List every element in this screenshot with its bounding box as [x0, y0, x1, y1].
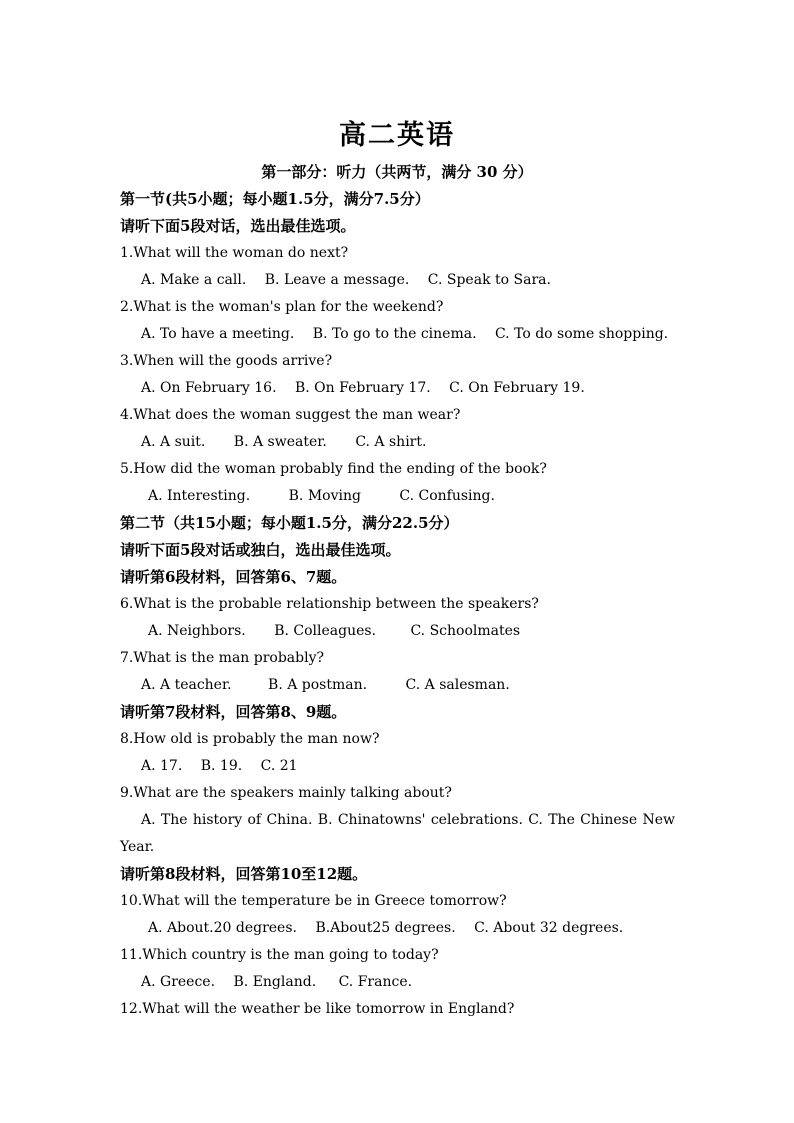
question-1: 1.What will the woman do next? [120, 245, 349, 261]
option-c: C. On February 19. [449, 380, 585, 396]
option-c: C. A salesman. [405, 677, 510, 693]
material-6-instruction: 请听第6段材料，回答第6、7题。 [120, 568, 347, 586]
question-11: 11.Which country is the man going to today? [120, 947, 439, 963]
section2-heading: 第二节（共15小题；每小题1.5分，满分22.5分） [120, 514, 459, 532]
material-7-instruction: 请听第7段材料，回答第8、9题。 [120, 703, 347, 721]
page-title: 高二英语 [339, 120, 455, 151]
question-9: 9.What are the speakers mainly talking about? [120, 785, 452, 801]
question-7: 7.What is the man probably? [120, 650, 325, 666]
option-b: B. 19. [200, 758, 243, 774]
option-c: C. Speak to Sara. [427, 272, 551, 288]
option-c: C. Schoolmates [410, 623, 521, 639]
question-10: 10.What will the temperature be in Greece tomorrow? [120, 893, 507, 909]
question-3-options [141, 377, 599, 399]
option-a: A. About.20 degrees. [148, 920, 297, 936]
option-a: A. 17. [141, 758, 183, 774]
question-5-options [148, 485, 509, 507]
option-c: C. About 32 degrees. [474, 920, 624, 936]
question-8: 8.How old is probably the man now? [120, 731, 380, 747]
option-c: C. 21 [260, 758, 298, 774]
question-1-options [141, 269, 565, 291]
option-a: A. Interesting. [148, 488, 251, 504]
question-6: 6.What is the probable relationship between the speakers? [120, 596, 539, 612]
question-3: 3.When will the goods arrive? [120, 353, 333, 369]
option-b: B. Colleagues. [274, 623, 377, 639]
option-c: C. France. [338, 974, 413, 990]
section1-heading: 第一节(共5小题；每小题1.5分，满分7.5分） [120, 190, 430, 208]
section2-instruction: 请听下面5段对话或独白，选出最佳选项。 [120, 541, 401, 559]
option-b: B. On February 17. [294, 380, 431, 396]
option-b: B. Moving [288, 488, 361, 504]
question-8-options [141, 755, 312, 777]
question-6-options [148, 620, 534, 642]
question-11-options [141, 971, 426, 993]
question-9-options-continued: Year. [120, 839, 155, 855]
option-c: C. Confusing. [399, 488, 495, 504]
option-a: A. A teacher. [141, 677, 232, 693]
option-a: A. Neighbors. [148, 623, 246, 639]
option-b: B. To go to the cinema. [312, 326, 477, 342]
option-c: C. A shirt. [355, 434, 427, 450]
question-4: 4.What does the woman suggest the man wear? [120, 407, 461, 423]
question-2-options [141, 323, 682, 345]
section1-instruction: 请听下面5段对话，选出最佳选项。 [120, 217, 356, 235]
option-a: A. Greece. [141, 974, 216, 990]
question-2: 2.What is the woman's plan for the weekend? [120, 299, 444, 315]
question-5: 5.How did the woman probably find the ending of the book? [120, 461, 547, 477]
question-12: 12.What will the weather be like tomorrow in England? [120, 1001, 515, 1017]
option-b: B. England. [233, 974, 317, 990]
option-a: A. On February 16. [141, 380, 277, 396]
option-c: C. To do some shopping. [494, 326, 669, 342]
material-8-instruction: 请听第8段材料，回答第10至12题。 [120, 865, 368, 883]
question-4-options [141, 431, 440, 453]
option-b: B.About25 degrees. [315, 920, 456, 936]
part-heading: 第一部分：听力（共两节，满分 30 分） [261, 163, 533, 181]
option-a: A. Make a call. [141, 272, 247, 288]
option-b: B. A postman. [268, 677, 368, 693]
question-7-options [141, 674, 524, 696]
option-a: A. A suit. [141, 434, 206, 450]
option-b: B. A sweater. [233, 434, 327, 450]
option-a: A. To have a meeting. [141, 326, 295, 342]
option-b: B. Leave a message. [264, 272, 410, 288]
question-9-options: A. The history of China. B. Chinatowns' celebrations. C. The Chinese New [141, 812, 675, 828]
question-10-options [148, 917, 637, 939]
